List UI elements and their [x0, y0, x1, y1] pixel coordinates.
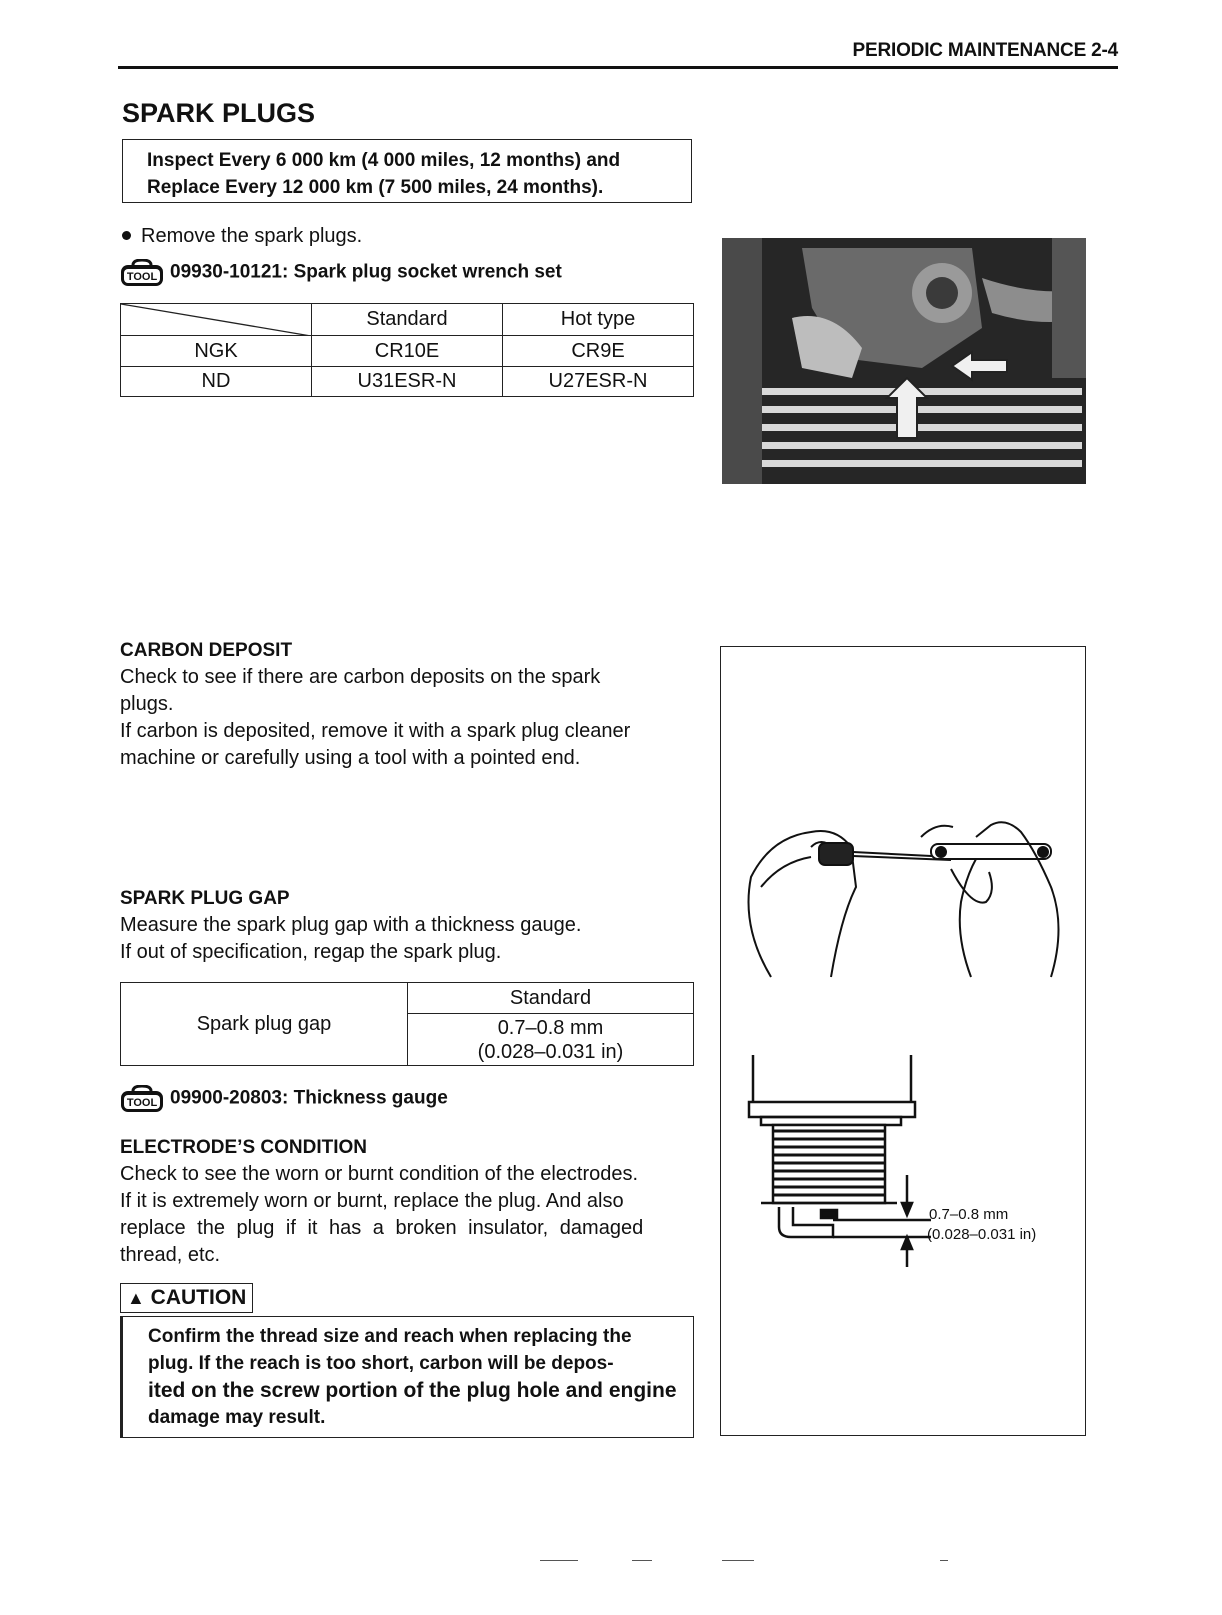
toolbox-icon: [120, 1085, 164, 1112]
hot-cell: CR9E: [503, 336, 694, 367]
electrode-line: Check to see the worn or burnt condition of the electrodes.: [120, 1163, 639, 1185]
gap-item-cell: Spark plug gap: [121, 983, 408, 1066]
table-row: [121, 336, 694, 367]
gap-section: [120, 885, 694, 966]
tool-socket-wrench: [120, 259, 562, 286]
gap-title: SPARK PLUG GAP: [120, 888, 290, 909]
table-row: [121, 367, 694, 397]
carbon-title: CARBON DEPOSIT: [120, 640, 293, 661]
brand-cell: NGK: [121, 336, 312, 367]
toolbox-icon: [120, 259, 164, 286]
page-header-title: PERIODIC MAINTENANCE 2-4: [852, 40, 1118, 61]
gap-line: Measure the spark plug gap with a thickness gauge.: [120, 914, 582, 936]
caution-label-text: CAUTION: [150, 1286, 247, 1309]
electrode-line: If it is extremely worn or burnt, replace the plug. And also: [120, 1190, 624, 1212]
remove-step: [120, 223, 362, 250]
illustration-panel: [720, 646, 1086, 1436]
tool-icon-label: TOOL: [126, 1097, 158, 1109]
scan-mark: [722, 1560, 754, 1561]
carbon-line: machine or carefully using a tool with a pointed end.: [120, 747, 581, 769]
engine-photo: [722, 238, 1086, 484]
table-header-hot-type: Hot type: [503, 304, 694, 336]
caution-box: [120, 1316, 694, 1438]
scan-mark: [940, 1560, 948, 1561]
interval-line-2: Replace Every 12 000 km (7 500 miles, 24 months).: [147, 177, 604, 198]
standard-cell: U31ESR-N: [312, 367, 503, 397]
tool-thickness-gauge: [120, 1085, 448, 1112]
standard-cell: CR10E: [312, 336, 503, 367]
remove-step-text: Remove the spark plugs.: [141, 225, 363, 247]
carbon-line: plugs.: [120, 693, 174, 715]
electrode-section: [120, 1134, 694, 1269]
caution-line: Confirm the thread size and reach when replacing the: [148, 1326, 632, 1347]
brand-cell: ND: [121, 367, 312, 397]
diagonal-line: [121, 304, 311, 336]
caution-line: plug. If the reach is too short, carbon will be depos-: [148, 1353, 614, 1374]
plug-type-table: [120, 303, 694, 397]
table-corner-cell: [121, 304, 312, 336]
gap-spec-table: [120, 982, 694, 1066]
interval-line-1: Inspect Every 6 000 km (4 000 miles, 12 months) and: [147, 150, 621, 171]
interval-box: [122, 139, 692, 203]
section-title: SPARK PLUGS: [122, 98, 316, 128]
carbon-line: Check to see if there are carbon deposits on the spark: [120, 666, 601, 688]
gap-value-in: (0.028–0.031 in): [477, 1040, 624, 1063]
diagram-gap-mm: 0.7–0.8 mm: [929, 1206, 1009, 1223]
bullet-icon: [122, 231, 131, 240]
electrode-line: thread, etc.: [120, 1244, 221, 1266]
carbon-section: [120, 637, 694, 772]
caution-label: [120, 1283, 253, 1313]
electrode-line: replace the plug if it has a broken insulator, damaged: [120, 1217, 644, 1239]
hot-cell: U27ESR-N: [503, 367, 694, 397]
gap-value-cell: [408, 1014, 694, 1066]
electrode-title: ELECTRODE’S CONDITION: [120, 1137, 368, 1158]
scan-mark: [540, 1560, 578, 1561]
caution-line: ited on the screw portion of the plug hole and engine: [148, 1379, 677, 1402]
gap-line: If out of specification, regap the spark plug.: [120, 941, 502, 963]
table-header-standard: Standard: [312, 304, 503, 336]
gap-illustration: [721, 647, 1084, 1434]
warning-triangle-icon: ▲: [127, 1288, 145, 1308]
tool-icon-label: TOOL: [126, 271, 158, 283]
gap-value-mm: 0.7–0.8 mm: [497, 1016, 604, 1039]
scan-mark: [632, 1560, 652, 1561]
diagram-gap-in: (0.028–0.031 in): [927, 1226, 1037, 1243]
caution-line: damage may result.: [148, 1407, 326, 1428]
carbon-line: If carbon is deposited, remove it with a spark plug cleaner: [120, 720, 631, 742]
header-rule: [118, 66, 1118, 69]
tool-thickness-gauge-text: 09900-20803: Thickness gauge: [170, 1087, 448, 1109]
tool-socket-wrench-text: 09930-10121: Spark plug socket wrench set: [170, 261, 562, 283]
gap-header-standard: Standard: [408, 983, 694, 1014]
